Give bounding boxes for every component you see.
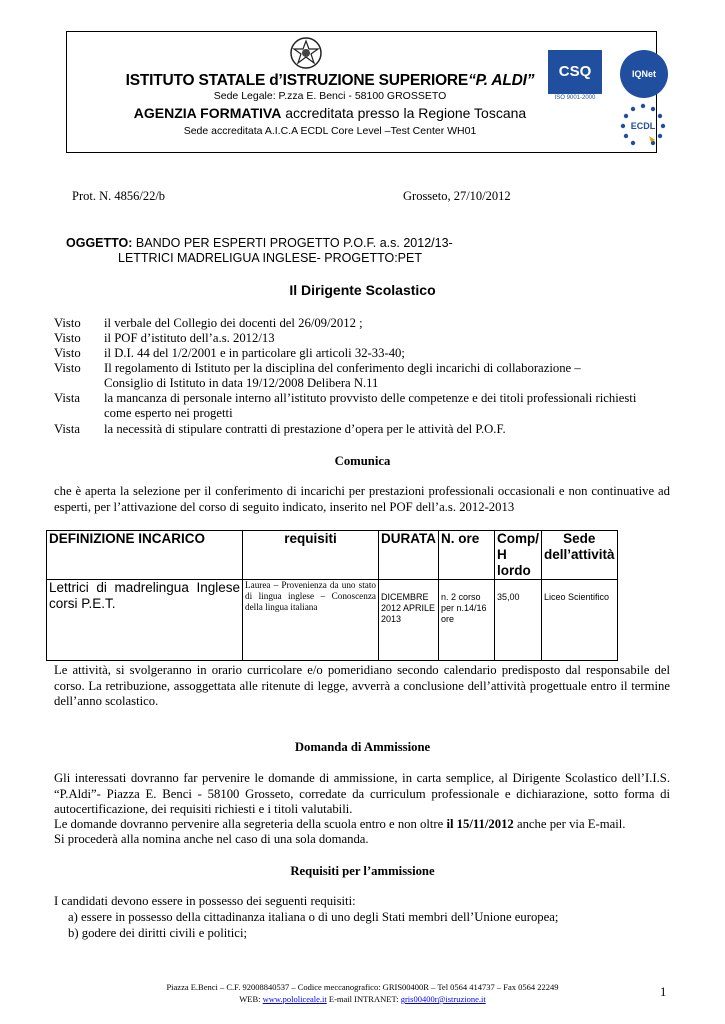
cell-requisiti: Laurea – Provenienza da uno stato di lingua inglese – Conoscenza della lingua italiana [243,580,379,661]
visto-text: come esperto nei progetti [104,406,233,420]
visto-text: la mancanza di personale interno all’istituto provvisto delle competenze e dei titoli professionali richiesti [104,391,637,405]
visto-text: il D.I. 44 del 1/2/2001 e in particolare gli articoli 32-33-40; [104,346,405,360]
page-number: 1 [660,985,667,999]
subject-line-2: LETTRICI MADRELIGUA INGLESE- PROGETTO:PET [118,251,422,265]
visto-label: Vista [54,422,81,436]
institute-name: “P. ALDI” [468,72,535,89]
domanda-heading: Domanda di Ammissione [294,740,431,754]
attivita-paragraph: Le attività, si svolgeranno in orario curricolare e/o pomeridiano secondo calendario predisposto dal responsabile del corso. La retribuzione, assoggettata alle ritenute di legge, avverrà a conclusione dell’attività progettuale entro il termine dell’anno scolastico. [54,663,670,708]
subject-line: OGGETTO: BANDO PER ESPERTI PROGETTO P.O.F. a.s. 2012/13- [66,236,453,250]
comunica-heading: Comunica [334,454,391,468]
footer-address: Piazza E.Benci – C.F. 92008840537 – Codice meccanografico: GRIS00400R – Tel 0564 414737 – Fax 0564 22249 [166,982,559,992]
subject-label: OGGETTO: [66,236,133,250]
visto-text: Consiglio di Istituto in data 19/12/2008 Delibera N.11 [104,376,379,390]
ecdl-label: ECDL [630,121,656,131]
cell-ore: n. 2 corso per n.14/16 ore [439,580,495,661]
visto-text: il verbale del Collegio dei docenti del 26/09/2012 ; [104,316,363,330]
agency-line: AGENZIA FORMATIVA accreditata presso la Regione Toscana [133,105,527,121]
visto-label: Vista [54,391,81,405]
visto-text: il POF d’istituto dell’a.s. 2012/13 [104,331,275,345]
domanda-deadline: Le domande dovranno pervenire alla segreteria della scuola entro e non oltre il 15/11/2012 anche per via E-mail. [54,817,626,831]
aica-line: Sede accreditata A.I.C.A ECDL Core Level –Test Center WH01 [183,125,477,137]
deadline-date: il 15/11/2012 [446,817,514,831]
email-link[interactable]: gris00400r@istruzione.it [400,994,486,1004]
comunica-paragraph: che è aperta la selezione per il conferimento di incarichi per prestazioni professionali occasionali e non continuative ad esperti, per l’attivazione del corso di seguito indicato, inserito nel POF dell’a.s. 2012-2013 [54,484,670,514]
visto-label: Visto [54,331,81,345]
header-ore: N. ore [439,531,495,580]
visto-label: Visto [54,346,81,360]
cell-definizione: Lettrici di madrelingua Inglese corsi P.E.T. [47,580,243,661]
visto-label: Visto [54,361,81,375]
header-sede: Sede dell’attività [542,531,618,580]
header-durata: DURATA [379,531,439,580]
cell-sede: Liceo Scientifico [542,580,618,661]
visto-text: Il regolamento di Istituto per la disciplina del conferimento degli incarichi di collaborazione – [104,361,581,375]
list-item: a) essere in possesso della cittadinanza italiana o di uno degli Stati membri dell’Unione europea; [68,910,559,924]
cell-comp: 35,00 [495,580,542,661]
header-definizione: DEFINIZIONE INCARICO [47,531,243,580]
header-comp: Comp/ H lordo [495,531,542,580]
website-link[interactable]: www.pololiceale.it [262,994,327,1004]
requisiti-intro: I candidati devono essere in possesso dei seguenti requisiti: [54,894,356,908]
table-row [47,580,618,661]
institute-title: ISTITUTO STATALE d’ISTRUZIONE SUPERIORE“P. ALDI” [125,72,535,89]
letter-date: Grosseto, 27/10/2012 [403,189,511,203]
sede-legale: Sede Legale: P.zza E. Benci - 58100 GROSSETO [213,90,447,102]
visto-text: la necessità di stipulare contratti di prestazione d’opera per le attività del P.O.F. [104,422,506,436]
domanda-paragraph: Gli interessati dovranno far pervenire le domande di ammissione, in carta semplice, al Dirigente Scolastico dell’I.I.S. “P.Aldi”- Piazza E. Benci - 58100 Grosseto, corredate da curriculum professionale e dichiarazione, sotto forma di autocertificazione, dei requisiti richiesti e i titoli valutabili. [54,771,670,816]
table-header-row [47,531,618,580]
incarichi-table [46,530,618,661]
requisiti-heading: Requisiti per l’ammissione [290,864,435,878]
header-requisiti: requisiti [243,531,379,580]
visto-label: Visto [54,316,81,330]
letterhead [66,31,657,153]
csq-logo: CSQ [548,50,602,94]
protocol-number: Prot. N. 4856/22/b [72,189,166,203]
ecdl-logo-icon [615,102,671,148]
dirigente-heading: Il Dirigente Scolastico [289,282,436,298]
list-item: b) godere dei diritti civili e politici; [68,926,247,940]
footer-contacts: WEB: www.pololiceale.it E-mail INTRANET: gris00400r@istruzione.it [239,994,486,1004]
cell-durata: DICEMBRE 2012 APRILE 2013 [379,580,439,661]
italian-republic-emblem-icon [289,36,323,70]
iso-label: ISO 9001-2000 [554,95,596,101]
domanda-note: Si procederà alla nomina anche nel caso di una sola domanda. [54,832,369,846]
iqnet-logo: IQNet [620,50,668,98]
